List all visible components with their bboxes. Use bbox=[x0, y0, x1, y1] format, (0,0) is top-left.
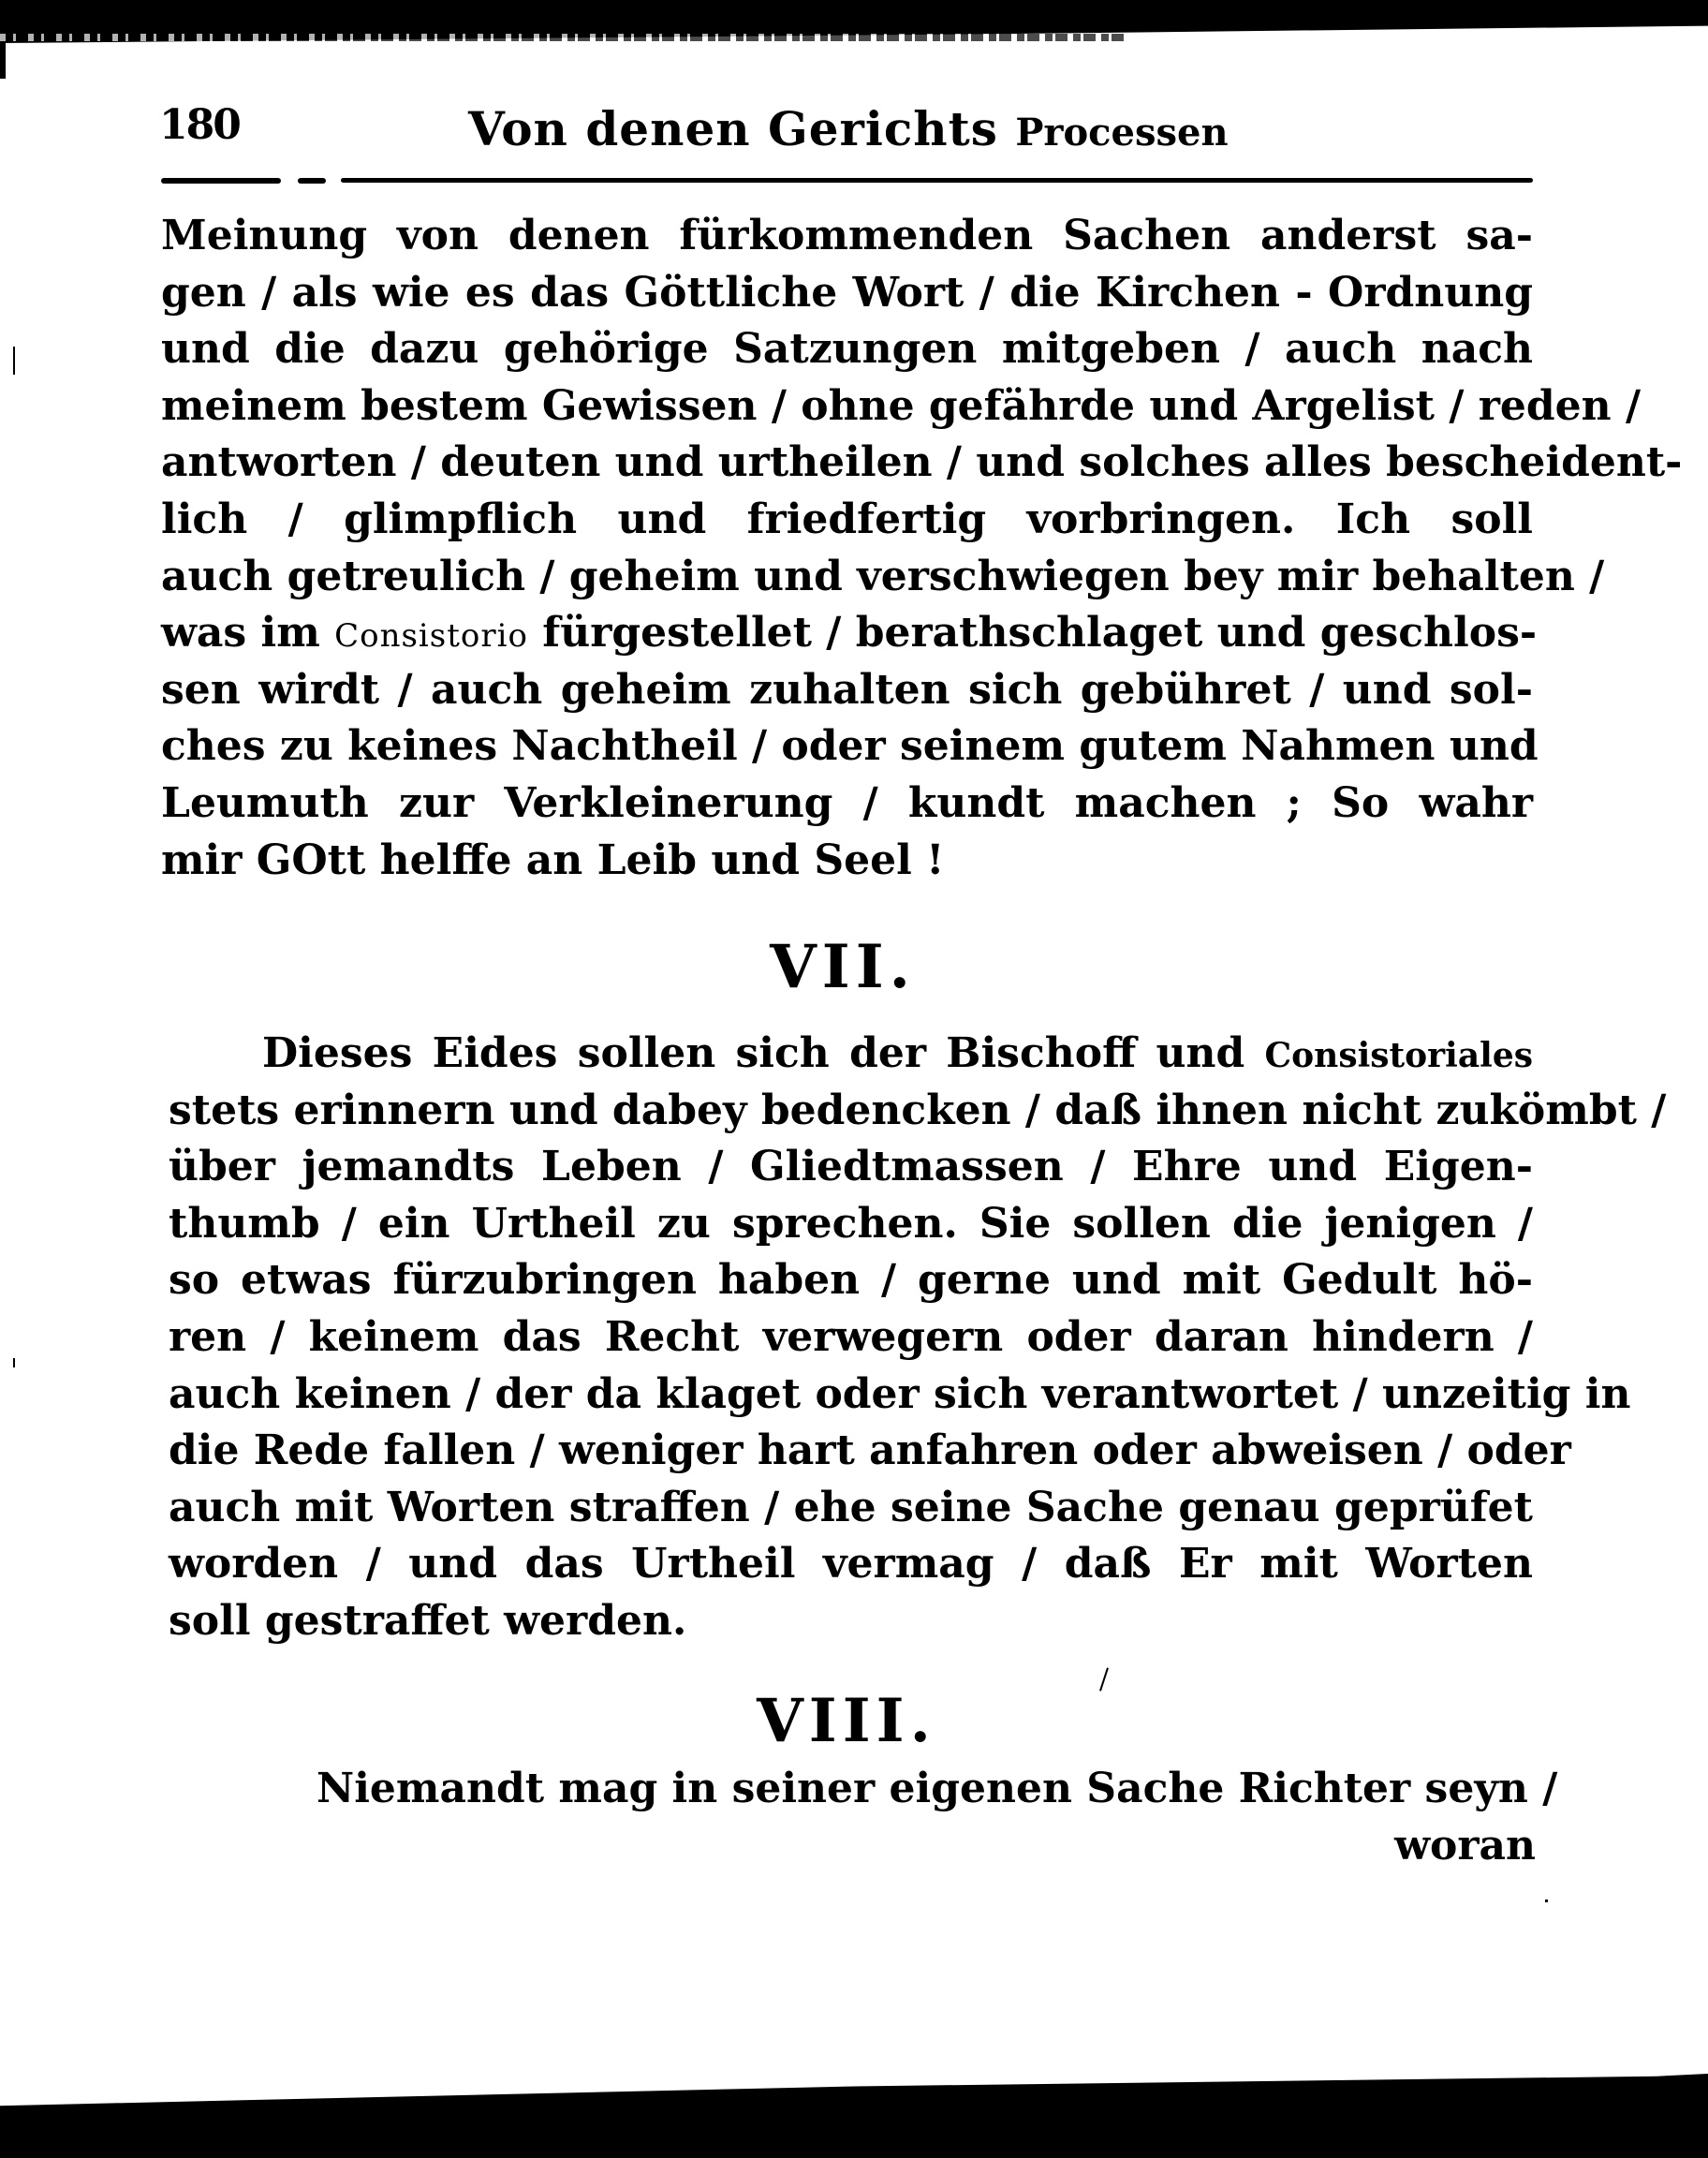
scan-speck bbox=[13, 1358, 15, 1367]
running-title-german: Von denen Gerichts bbox=[468, 101, 998, 156]
rule-segment bbox=[161, 178, 281, 184]
text-line: mir GOtt helffe an Leib und Seel ! bbox=[161, 835, 945, 884]
section-heading-vii: VII. bbox=[770, 932, 916, 1002]
text-line: so etwas fürzubringen haben / gerne und mit Gedult hö- bbox=[169, 1256, 1533, 1305]
text-line: stets erinnern und dabey bedencken / daß ihnen nicht zukömbt / bbox=[169, 1086, 1667, 1134]
text-line: soll gestraffet werden. bbox=[169, 1596, 687, 1645]
text-line: antworten / deuten und urtheilen / und solches alles bescheident- bbox=[161, 438, 1683, 487]
paragraph-oath-continued bbox=[161, 208, 1683, 889]
text-line-mixed bbox=[169, 1026, 1533, 1083]
text-line: thumb / ein Urtheil zu sprechen. Sie sollen die jenigen / bbox=[169, 1199, 1533, 1248]
scan-edge-bottom bbox=[0, 2074, 1708, 2158]
running-title bbox=[468, 101, 1229, 156]
latin-term: Consistoriales bbox=[1264, 1036, 1533, 1075]
scan-edge-left bbox=[0, 41, 6, 79]
text-line-mixed bbox=[161, 605, 1538, 662]
text-line: über jemandts Leben / Gliedtmassen / Ehre und Eigen- bbox=[169, 1143, 1533, 1191]
text-line: ches zu keines Nachtheil / oder seinem gutem Nahmen und bbox=[161, 722, 1539, 771]
text-fragment: Dieses Eides sollen sich der Bischoff und bbox=[262, 1029, 1265, 1077]
text-line: lich / glimpflich und friedfertig vorbringen. Ich soll bbox=[161, 495, 1533, 543]
scan-speck bbox=[13, 347, 15, 375]
text-line: sen wirdt / auch geheim zuhalten sich gebühret / und sol- bbox=[161, 665, 1533, 714]
text-line: Niemandt mag in seiner eigenen Sache Richter seyn / bbox=[317, 1765, 1558, 1812]
text-fragment: fürgestellet / berathschlaget und geschlos- bbox=[527, 609, 1538, 658]
text-line: auch getreulich / geheim und verschwiegen bey mir behalten / bbox=[161, 552, 1605, 600]
text-line: auch keinen / der da klaget oder sich verantwortet / unzeitig in bbox=[169, 1369, 1631, 1418]
text-line: worden / und das Urtheil vermag / daß Er mit Worten bbox=[169, 1540, 1533, 1589]
scan-noise-top bbox=[0, 34, 1124, 41]
text-line: ren / keinem das Recht verwegern oder daran hindern / bbox=[169, 1312, 1533, 1361]
paragraph-section-viii bbox=[169, 1761, 1558, 1874]
text-line: meinem bestem Gewissen / ohne gefährde und Argelist / reden / bbox=[161, 381, 1642, 430]
text-line: auch mit Worten straffen / ehe seine Sache genau geprüfet bbox=[169, 1483, 1533, 1531]
text-line: die Rede fallen / weniger hart anfahren oder abweisen / oder bbox=[169, 1426, 1571, 1475]
page-number: 180 bbox=[159, 101, 240, 149]
text-fragment: was im bbox=[161, 609, 335, 658]
scan-speck bbox=[1545, 1899, 1548, 1902]
text-line: und die dazu gehörige Satzungen mitgeben / auch nach bbox=[161, 325, 1533, 374]
header-rule bbox=[161, 178, 1533, 184]
catchword: woran bbox=[1394, 1821, 1536, 1870]
rule-segment bbox=[341, 178, 1533, 183]
section-heading-viii: VIII. bbox=[757, 1686, 936, 1756]
running-header bbox=[159, 101, 1536, 167]
text-line: Meinung von denen fürkommenden Sachen anderst sa- bbox=[161, 212, 1533, 259]
latin-term: Consistorio bbox=[334, 617, 528, 656]
rule-segment bbox=[298, 178, 326, 184]
running-title-latin: Processen bbox=[1015, 111, 1229, 155]
text-line: Leumuth zur Verkleinerung / kundt machen ; So wahr bbox=[161, 778, 1533, 827]
text-line: gen / als wie es das Göttliche Wort / die Kirchen - Ordnung bbox=[161, 268, 1533, 317]
paragraph-section-vii bbox=[169, 1026, 1667, 1650]
